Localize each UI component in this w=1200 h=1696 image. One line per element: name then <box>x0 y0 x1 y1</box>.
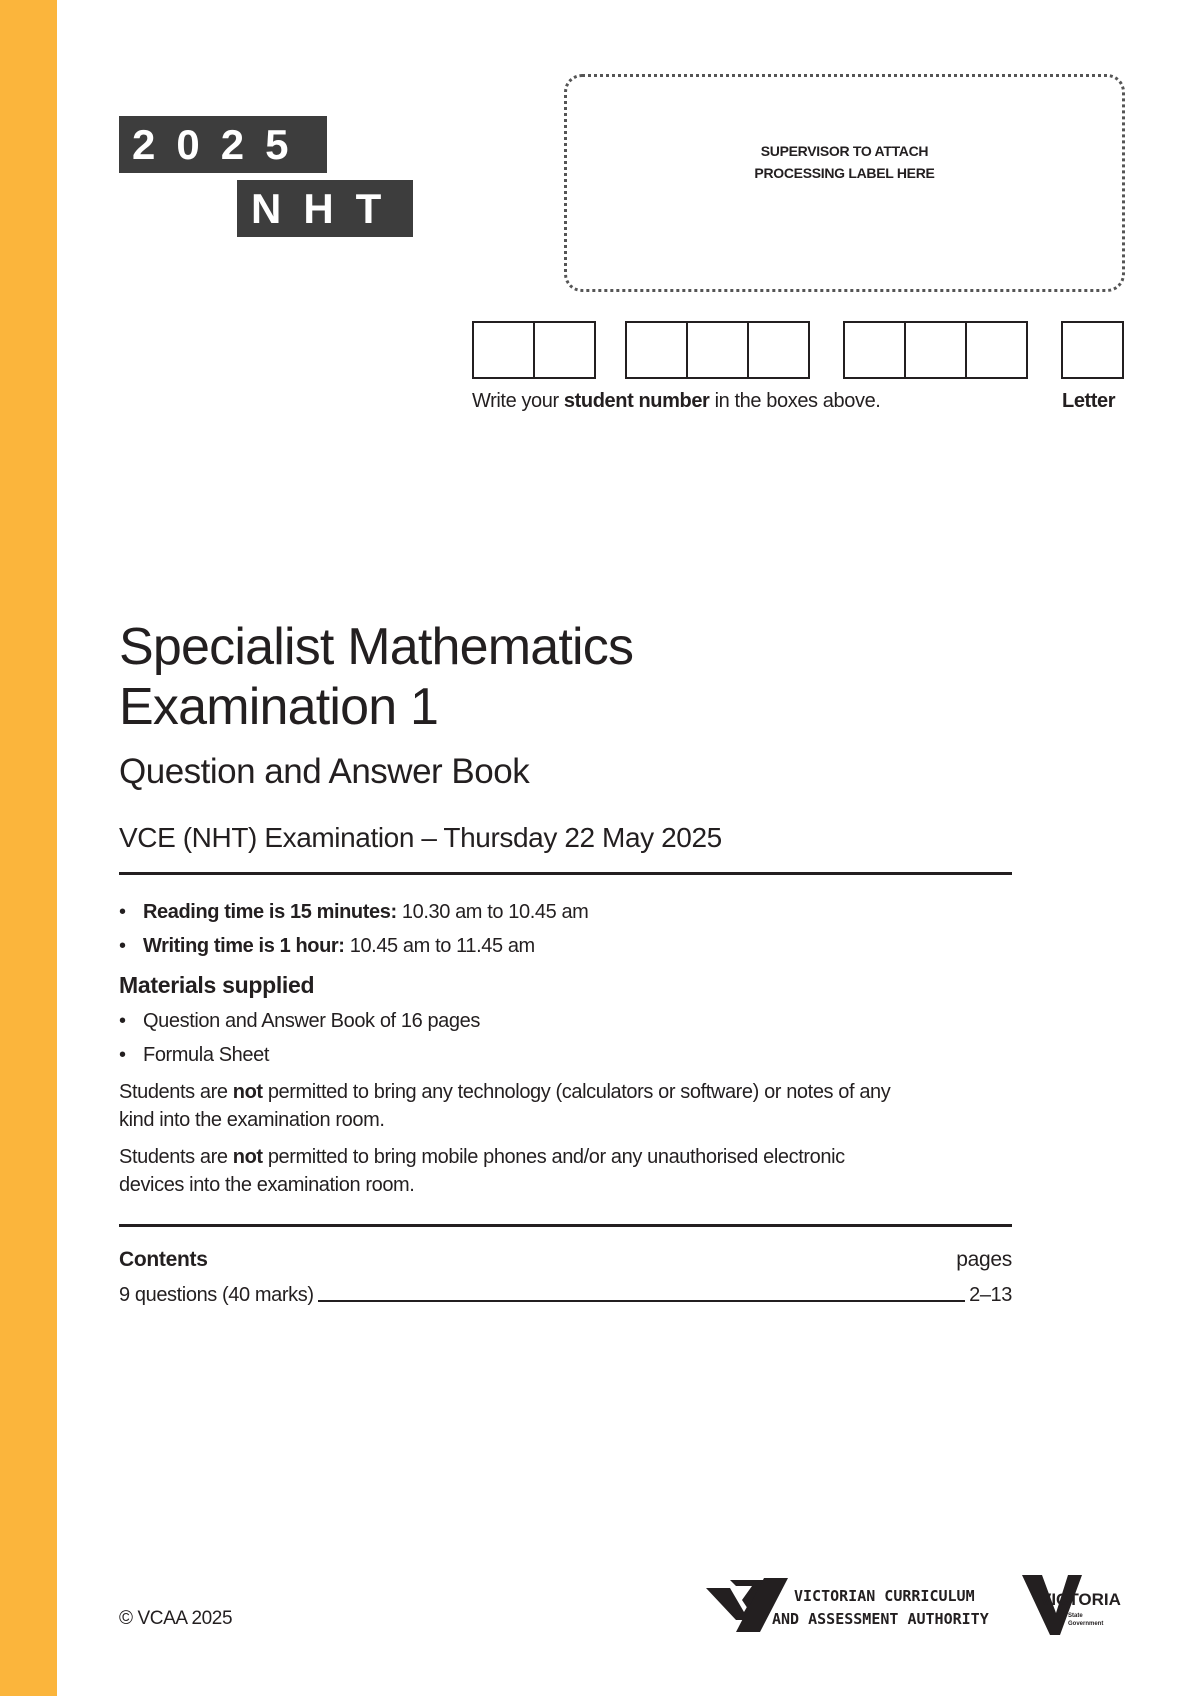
caption-bold: student number <box>563 390 710 412</box>
student-letter-group <box>1061 321 1124 379</box>
victoria-text: VICTORIA <box>1040 1590 1121 1609</box>
title-line-2: Examination 1 <box>119 678 439 736</box>
rule-text: permitted to bring any technology (calculators or software) or notes of any <box>262 1081 891 1103</box>
letter-caption: Letter <box>1062 390 1116 412</box>
divider <box>119 1224 1012 1227</box>
title-line-1: Specialist Mathematics <box>119 618 634 676</box>
contents-row-pages: 2–13 <box>969 1284 1012 1306</box>
materials-item-text: Formula Sheet <box>143 1044 269 1066</box>
student-number-group-1 <box>472 321 596 379</box>
exam-title <box>119 617 633 737</box>
dot-leader <box>318 1300 965 1302</box>
year-badge: 2025 <box>119 116 327 173</box>
label-line-2: PROCESSING LABEL HERE <box>754 165 935 181</box>
student-number-box[interactable] <box>686 321 749 379</box>
victoria-sub-2: Government <box>1068 1621 1104 1627</box>
writing-time: • Writing time is 1 hour: 10.45 am to 11.45 am <box>119 935 535 957</box>
reading-time-label: Reading time is 15 minutes: <box>143 901 397 923</box>
contents-row-label: 9 questions (40 marks) <box>119 1284 314 1306</box>
writing-time-label: Writing time is 1 hour: <box>143 935 345 957</box>
materials-item: • Formula Sheet <box>119 1044 269 1066</box>
exam-date: VCE (NHT) Examination – Thursday 22 May 2025 <box>119 822 722 853</box>
rule-text: Students are <box>119 1081 233 1103</box>
student-number-box[interactable] <box>904 321 967 379</box>
student-number-box[interactable] <box>965 321 1028 379</box>
vcaa-text-1: VICTORIAN CURRICULUM <box>794 1587 975 1605</box>
caption-post: in the boxes above. <box>709 390 881 412</box>
pages-label: pages <box>956 1248 1012 1271</box>
student-letter-box[interactable] <box>1061 321 1124 379</box>
materials-item: • Question and Answer Book of 16 pages <box>119 1010 480 1032</box>
vcaa-logo <box>706 1576 996 1636</box>
student-number-group-3 <box>843 321 1028 379</box>
processing-label-area <box>564 74 1125 292</box>
vcaa-text-2: AND ASSESSMENT AUTHORITY <box>772 1610 989 1628</box>
writing-time-value: 10.45 am to 11.45 am <box>344 935 535 957</box>
rule-text: devices into the examination room. <box>119 1174 415 1196</box>
copyright: © VCAA 2025 <box>119 1608 233 1629</box>
student-number-box[interactable] <box>843 321 906 379</box>
devices-rule <box>119 1143 845 1199</box>
divider <box>119 872 1012 875</box>
technology-rule <box>119 1078 890 1134</box>
reading-time: • Reading time is 15 minutes: 10.30 am to 10.45 am <box>119 901 589 923</box>
student-number-box[interactable] <box>533 321 596 379</box>
rule-emphasis: not <box>232 1146 263 1168</box>
rule-text: permitted to bring mobile phones and/or any unauthorised electronic <box>262 1146 845 1168</box>
rule-emphasis: not <box>232 1081 263 1103</box>
label-line-1: SUPERVISOR TO ATTACH <box>760 143 929 159</box>
reading-time-value: 10.30 am to 10.45 am <box>396 901 589 923</box>
student-number-caption <box>472 390 880 413</box>
book-subtitle: Question and Answer Book <box>119 752 530 791</box>
student-number-box[interactable] <box>472 321 535 379</box>
victoria-government-logo <box>1020 1573 1130 1637</box>
contents-heading: Contents <box>119 1248 208 1271</box>
rule-text: kind into the examination room. <box>119 1109 385 1131</box>
rule-text: Students are <box>119 1146 233 1168</box>
student-number-box[interactable] <box>747 321 810 379</box>
caption-pre: Write your <box>472 390 564 412</box>
contents-header <box>119 1248 1012 1272</box>
materials-heading: Materials supplied <box>119 972 315 998</box>
materials-item-text: Question and Answer Book of 16 pages <box>143 1010 480 1032</box>
side-color-bar <box>0 0 57 1696</box>
session-badge: NHT <box>237 180 413 237</box>
student-number-box[interactable] <box>625 321 688 379</box>
victoria-sub-1: State <box>1068 1613 1083 1619</box>
student-number-group-2 <box>625 321 810 379</box>
contents-row <box>119 1284 1012 1307</box>
